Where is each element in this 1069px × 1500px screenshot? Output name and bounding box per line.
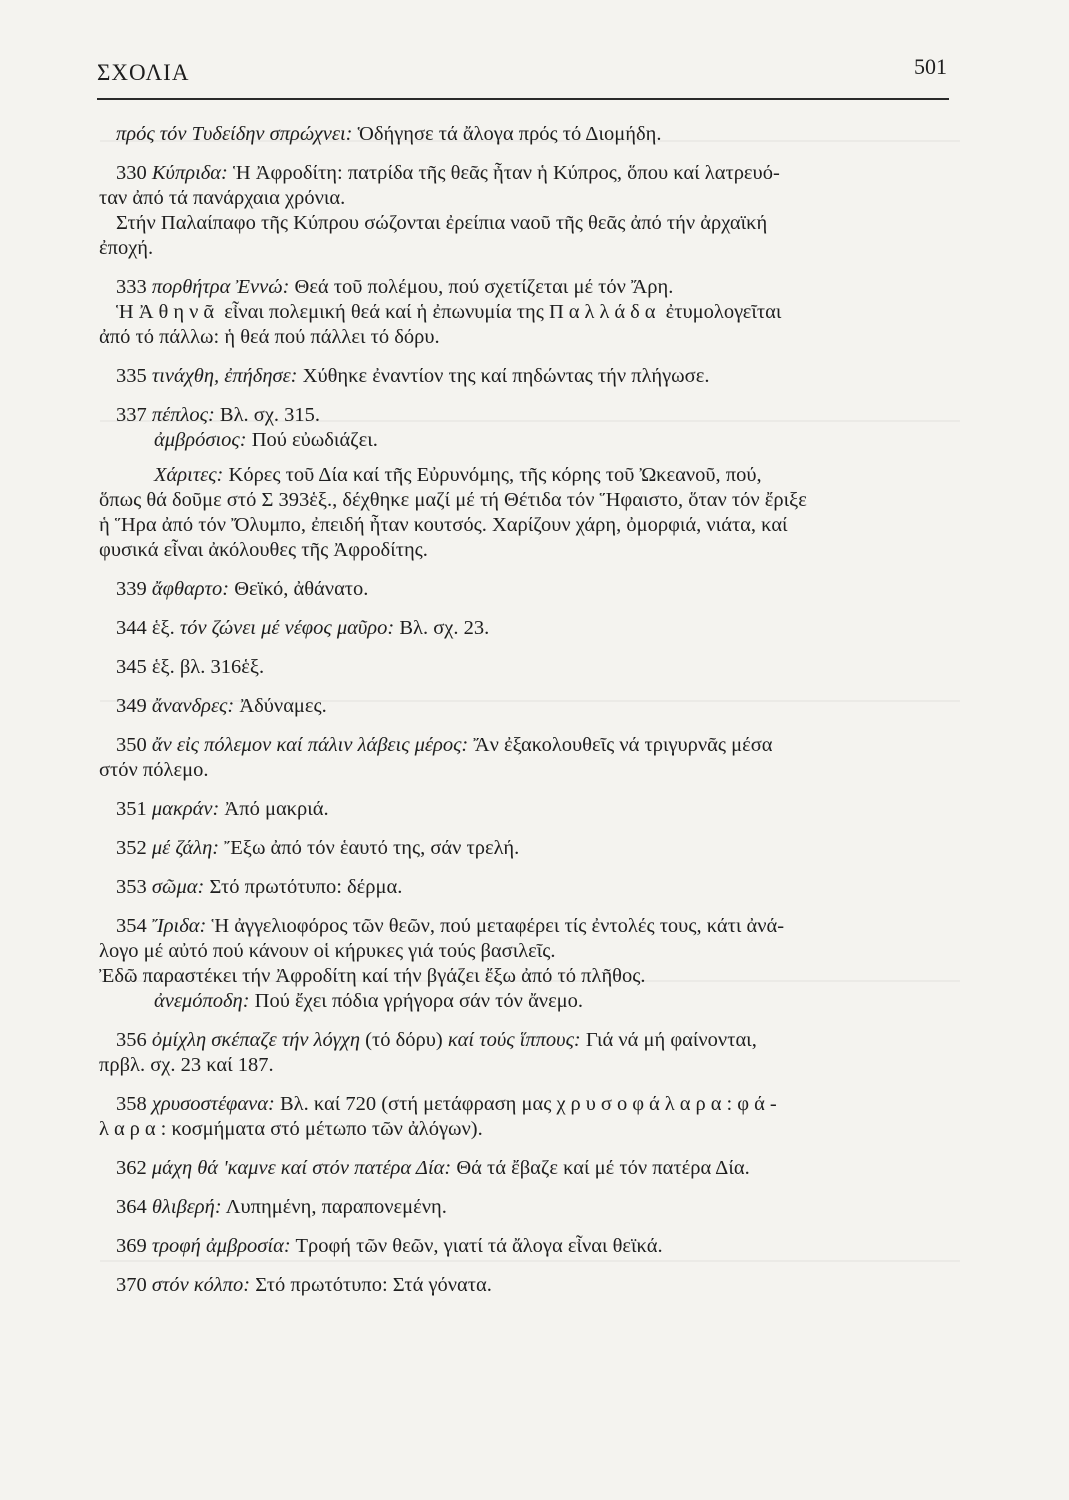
lemma: ἀμβρόσιος: [154, 429, 247, 451]
lemma: σῶμα: [151, 876, 205, 898]
line-number: 345 [116, 656, 147, 678]
lemma: ἄνανδρες: [151, 695, 235, 717]
line-number: 353 [116, 876, 147, 898]
note-continuation: ἐποχή. [99, 237, 154, 259]
spaced-word: λαρα [99, 1118, 161, 1140]
gloss: Πού ἔχει πόδια γρήγορα σάν τόν ἄνεμο. [249, 990, 584, 1012]
line-number: 362 [116, 1157, 147, 1179]
gloss-continuation: στόν πόλεμο. [99, 759, 209, 781]
lemma: στόν κόλπο: [151, 1274, 251, 1296]
line-number: 330 [116, 162, 147, 184]
lemma: Ἴριδα: [151, 915, 207, 937]
commentary-entry [116, 1156, 970, 1181]
gloss: Λυπημένη, παραπονεμένη. [221, 1196, 447, 1218]
gloss: Θά τά ἔβαζε καί μέ τόν πατέρα Δία. [451, 1157, 750, 1179]
gloss: Ἀδύναμες. [234, 695, 327, 717]
lemma: μάχη θά 'καμνε καί στόν πατέρα Δία: [151, 1157, 452, 1179]
gloss-continuation: ἡ Ἥρα ἀπό τόν Ὄλυμπο, ἐπειδή ἦταν κουτσός. Χαρίζουν χάρη, ὀμορφιά, νιάτα, καί [99, 514, 788, 536]
commentary-entry [116, 616, 970, 641]
line-number: 335 [116, 365, 147, 387]
gloss: Ἡ Ἀφροδίτη: πατρίδα τῆς θεᾶς ἦταν ἡ Κύπρος, ὅπου καί λατρευό- [227, 162, 780, 184]
gloss-continuation: ταν ἀπό τά πανάρχαια χρόνια. [99, 187, 346, 209]
gloss: Πού εὐωδιάζει. [246, 429, 378, 451]
gloss: Στό πρωτότυπο: δέρμα. [204, 876, 403, 898]
lemma: πορθήτρα Ἐννώ: [151, 276, 290, 298]
lemma: μέ ζάλη: [151, 837, 220, 859]
lemma: τροφή ἀμβροσία: [151, 1235, 291, 1257]
lemma: πρός τόν Τυδείδην σπρώχνει: [116, 123, 353, 145]
gloss-continuation: λογο μέ αὐτό πού κάνουν οἱ κήρυκες γιά τούς βασιλεῖς. [99, 940, 556, 962]
line-number: 351 [116, 798, 147, 820]
lemma-prefix: ἑξ. [151, 617, 175, 639]
commentary-entry [116, 364, 970, 389]
gloss: Ἡ ἀγγελιοφόρος τῶν θεῶν, πού μεταφέρει τίς ἐντολές τους, κάτι ἀνά- [206, 915, 785, 937]
commentary-entry [116, 122, 970, 147]
note-text: εἶναι πολεμική θεά καί ἡ ἐπωνυμία της [219, 301, 549, 323]
lemma: τινάχθη, ἐπήδησε: [151, 365, 298, 387]
lemma: Χάριτες: [154, 464, 224, 486]
lemma: καί τούς ἵππους: [447, 1029, 581, 1051]
lemma: θλιβερή: [151, 1196, 222, 1218]
gloss: Βλ. καί 720 (στή μετάφραση μας [274, 1093, 557, 1115]
spaced-name: Παλλάδα [548, 301, 661, 323]
commentary-entry [116, 577, 970, 602]
lemma: τόν ζώνει μέ νέφος μαῦρο: [174, 617, 395, 639]
page-number: 501 [914, 54, 947, 79]
line-number: 337 [116, 404, 147, 426]
lemma: ὀμίχλη σκέπαζε τήν λόγχη [151, 1029, 360, 1051]
lemma: πέπλος: [151, 404, 215, 426]
lemma: Κύπριδα: [151, 162, 228, 184]
gloss-continuation: : κοσμήματα στό μέτωπο τῶν ἀλόγων). [160, 1118, 483, 1140]
gloss-continuation: πρβλ. σχ. 23 καί 187. [99, 1054, 274, 1076]
note-continuation: ἀπό τό πάλλω: ἡ θεά πού πάλλει τό δόρυ. [99, 326, 440, 348]
gloss: Χύθηκε ἐναντίον της καί πηδώντας τήν πλήγωσε. [297, 365, 710, 387]
gloss: : [726, 1093, 738, 1115]
lemma: ἄφθαρτο: [151, 578, 230, 600]
line-number: 349 [116, 695, 147, 717]
gloss: Στό πρωτότυπο: Στά γόνατα. [250, 1274, 492, 1296]
gloss: Τροφή τῶν θεῶν, γιατί τά ἄλογα εἶναι θεϊκά. [290, 1235, 663, 1257]
note-text: Ἡ [116, 301, 139, 323]
line-number: 350 [116, 734, 147, 756]
gloss: Ἔξω ἀπό τόν ἑαυτό της, σάν τρελή. [219, 837, 520, 859]
line-number: 352 [116, 837, 147, 859]
commentary-entry [116, 1195, 970, 1220]
commentary-entry [99, 403, 970, 563]
line-number: 369 [116, 1235, 147, 1257]
commentary-entry [116, 1234, 970, 1259]
gloss: Θεϊκό, ἀθάνατο. [229, 578, 369, 600]
spaced-word: χρυσοφάλαρα [556, 1093, 727, 1115]
line-number: 356 [116, 1029, 147, 1051]
commentary-entry [116, 694, 970, 719]
commentary-entry [99, 1092, 970, 1142]
note-text: ἐτυμολογεῖται [660, 301, 782, 323]
gloss: Ὁδήγησε τά ἄλογα πρός τό Διομήδη. [352, 123, 662, 145]
line-number: 370 [116, 1274, 147, 1296]
lemma: χρυσοστέφανα: [151, 1093, 275, 1115]
line-number: 333 [116, 276, 147, 298]
gloss: Ἄν ἐξακολουθεῖς νά τριγυρνᾶς μέσα [468, 734, 773, 756]
line-number: 354 [116, 915, 147, 937]
lemma: μακράν: [151, 798, 220, 820]
line-number: 339 [116, 578, 147, 600]
spaced-word: φά- [737, 1093, 782, 1115]
note: Στήν Παλαίπαφο τῆς Κύπρου σώζονται ἐρείπια ναοῦ τῆς θεᾶς ἀπό τήν ἀρχαϊκή [116, 212, 768, 234]
commentary-entry [116, 836, 970, 861]
lemma: ἄν εἰς πόλεμον καί πάλιν λάβεις μέρος: [151, 734, 469, 756]
gloss: Θεά τοῦ πολέμου, πού σχετίζεται μέ τόν Ἄρη. [289, 276, 674, 298]
spaced-name: Ἀθηνᾶ [138, 301, 220, 323]
line-number: 344 [116, 617, 147, 639]
line-number: 358 [116, 1093, 147, 1115]
commentary-entry [99, 914, 970, 1014]
commentary-entry [116, 875, 970, 900]
line-number: 364 [116, 1196, 147, 1218]
lemma: ἀνεμόποδη: [154, 990, 250, 1012]
commentary-entry [99, 733, 970, 783]
gloss: Βλ. σχ. 23. [394, 617, 490, 639]
commentary-entry [116, 655, 970, 680]
commentary-body [99, 122, 970, 1312]
gloss: ἑξ. βλ. 316ἑξ. [146, 656, 265, 678]
commentary-entry [99, 161, 970, 261]
commentary-entry [99, 275, 970, 350]
gloss: (τό δόρυ) [360, 1029, 448, 1051]
gloss: Βλ. σχ. 315. [214, 404, 321, 426]
gloss-continuation: φυσικά εἶναι ἀκόλουθες τῆς Ἀφροδίτης. [99, 539, 428, 561]
note: Ἐδῶ παραστέκει τήν Ἀφροδίτη καί τήν βγάζει ἔξω ἀπό τό πλῆθος. [99, 965, 646, 987]
gloss: Κόρες τοῦ Δία καί τῆς Εὐρυνόμης, τῆς κόρης τοῦ Ὠκεανοῦ, πού, [223, 464, 762, 486]
gloss-continuation: ὅπως θά δοῦμε στό Σ 393ἑξ., δέχθηκε μαζί μέ τή Θέτιδα τόν Ἥφαιστο, ὅταν τόν ἔριξε [99, 489, 807, 511]
page-header [97, 48, 949, 100]
commentary-entry [99, 1028, 970, 1078]
commentary-entry [116, 797, 970, 822]
running-head: ΣΧΟΛΙΑ [97, 60, 190, 85]
commentary-entry [116, 1273, 970, 1298]
gloss: Γιά νά μή φαίνονται, [580, 1029, 757, 1051]
gloss: Ἀπό μακριά. [219, 798, 329, 820]
